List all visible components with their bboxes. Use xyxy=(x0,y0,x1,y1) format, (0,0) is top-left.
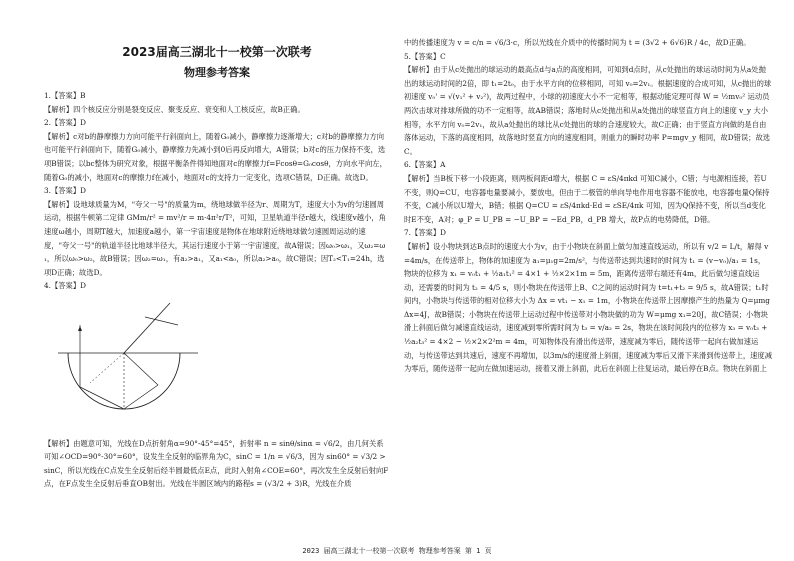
answer-q6: 6.【答案】A xyxy=(404,160,446,170)
left-column xyxy=(44,0,390,561)
answer-q7: 7.【答案】D xyxy=(404,228,446,238)
analysis-q1: 【解析】四个核反应分别是裂变反应、聚变反应、衰变和人工核反应，故B正确。 xyxy=(44,104,305,114)
analysis-q4: 【解析】由题意可知，光线在D点折射角α=90°-45°=45°，折射率 n = sinθ/sinα = √6/2，由几何关系可知∠OCD=90°-30°=60°，设发生全反射的临界角为C，sinC = 1/n = √6/3，因为 sin60° = √3/2 > sinC，所以光线在C点发生全反射后经半圆最低点E点，此时入射角∠COE=60°，再次发生全反射后射向F点，在F点发生全反射后垂直OB射出。光线在半圆区域内的路程s = (√3/2 + 3)R，光线在介质 xyxy=(44,438,389,489)
analysis-q7: 【解析】设小物块到达B点时的速度大小为v，由于小物块在斜面上做匀加速直线运动，所以有 v/2 = L/t，解得 v=4m/s，在传送带上，物体的加速度为 a₁=μ₁g=2m/s²，与传送带达到共速时的时间为 t₁ = (v−v₀)/a₁ = 1s，物块的位移为 x₁ = v₀t₁ + ½a₁t₁² = 4×1 + ½×2×1m = 5m，距离传送带右端还有4m，此后做匀速直线运动，还需要的时间为 t₂ = 4/5 s，则小物块在传送带上B、C之间的运动时间为 t=t₁+t₂ = 9/5 s，故A错误；t₁时间内，小物块与传送带的相对位移大小为 Δx = vt₁ − x₁ = 1m，小物块在传送带上因摩擦产生的热量为 Q=μmgΔx=4J，故B错误；小物块在传送带上运动过程中传送带对小物块做的功为 W=μmg x₁=20J，故C错误；小物块滑上斜面后做匀减速直线运动，速度减到零所需时间为 t₃ = v/a₂ = 2s，物块在该时间段内的位移为 x₃ = v₀t₃ + ½a₂t₃² = 4×2 − ½×2×2²m = 4m，可知物体没有滑出传送带，速度减为零后，随传送带一起向右做加速运动，与传送带达到共速后，速度不再增加，以3m/s的速度滑上斜面，速度减为零后又滑下来滑到传送带上，速度减为零后，随传送带一起向左做加速运动，接着又滑上斜面，此后在斜面上往复运动，最后停在B点。物块在斜面上 xyxy=(404,241,772,374)
right-column xyxy=(404,0,772,561)
answer-q3: 3.【答案】D xyxy=(44,186,86,196)
analysis-q6: 【解析】当B板下移一小段距离，则两板间距d增大，根据 C = εS/4πkd 可知C减小，C错；与电源相连接，若U不变，则Q=CU，电容器电量要减小，要放电，但由于二极管的单向导电作用电容器不能放电，电容器电量Q保持不变，C减小所以U增大，B错；根据 Q=CU = εS/4πkd·Ed = εSE/4πk 可知，因为Q保持不变，所以当d变化时E不变，A对；φ_P = U_PB = −U_BP = −Ed_PB，d_PB 增大，故P点的电势降低，D错。 xyxy=(404,173,770,224)
page-footer: 2023 届高三湖北十一校第一次联考 物理参考答案 第 1 页 xyxy=(302,547,492,555)
optics-diagram xyxy=(50,295,200,430)
analysis-q4-continued: 中的传播速度为 v = c/n = √6/3·c，所以光线在介质中的传播时间为 t = (3√2 + 6√6)R / 4c，故D正确。 xyxy=(404,38,751,47)
answer-q1: 1.【答案】B xyxy=(44,91,86,100)
answer-q2: 2.【答案】D xyxy=(44,118,86,128)
page-title: 2023届高三湖北十一校第一次联考 xyxy=(122,45,312,59)
answer-q4: 4.【答案】D xyxy=(44,281,86,291)
analysis-q3: 【解析】设地球质量为M，"夸父一号"的质量为m，绕地球做半径为r、周期为T，速度大小为v的匀速圆周运动，根据牛顿第二定律 GMm/r² = mv²/r = m·4π²r/T²，可知，卫星轨道半径r越大，线速度v越小，角速度ω越小，周期T越大，加速度a越小，第一宇宙速度是物体在地球附近绕地球做匀速圆周运动的速度，"夸父一号"的轨道半径比地球半径大，其运行速度小于第一宇宙速度，故A错误；因ω₀>ω₁，又ω₂=ω₁，所以ω₀>ω₂，故B错误；因ω₂=ω₁，有a₂>a₁，又a₁<a₀，所以a₂>a₀，故C错误；因T₂<T₁=24h，选项D正确；故选D。 xyxy=(44,199,386,277)
answer-q5: 5.【答案】C xyxy=(404,51,446,61)
page-subtitle: 物理参考答案 xyxy=(184,66,250,79)
analysis-q2: 【解析】c对b的静摩擦力方向可能平行斜面向上，随着G₀减小，静摩擦力逐渐增大；c对b的静摩擦力方向也可能平行斜面向下，随着G₀减小，静摩擦力先减小到0后再反向增大，A错误；b对c的压力保持不变，选项B错误；以bc整体为研究对象，根据平衡条件得知地面对c的摩擦力f=Fcosθ=G₀cosθ，方向水平向左，随着G₀的减小，地面对c的摩擦力f在减小，地面对c的支持力一定变化，选项C错误，D正确。故选D。 xyxy=(44,131,387,182)
analysis-q5: 【解析】由于从c处抛出的球运动的最高点d与a点的高度相同，可知到d点时，从c处抛出的球运动时间为从a处抛出的球运动时间的2倍，即 t₁=2t₀，由于水平方向的位移相同，可知 v₀=2v₁。根据速度的合成可知，从c抛出的球初速度 v₀' = √(v₁² + v₂²)，故两过程中，小球的初速度大小不一定相等，根据动能定理可得 W = ½mv₀² 运动员两次击球对排球所做的功不一定相等，故AB错误；落地时从c处抛出和从a处抛出的球竖直方向上的速度 v_y 大小相等，水平方向 v₀=2v₁，故从a处抛出的球比从c处抛出的球的合速度较大，故C正确；由于竖直方向做的是自由落体运动，下落的高度相同，故落地时竖直方向的速度相同，则重力的瞬时功率 P=mgv_y 相同，故D错误；故选C。 xyxy=(404,65,772,156)
